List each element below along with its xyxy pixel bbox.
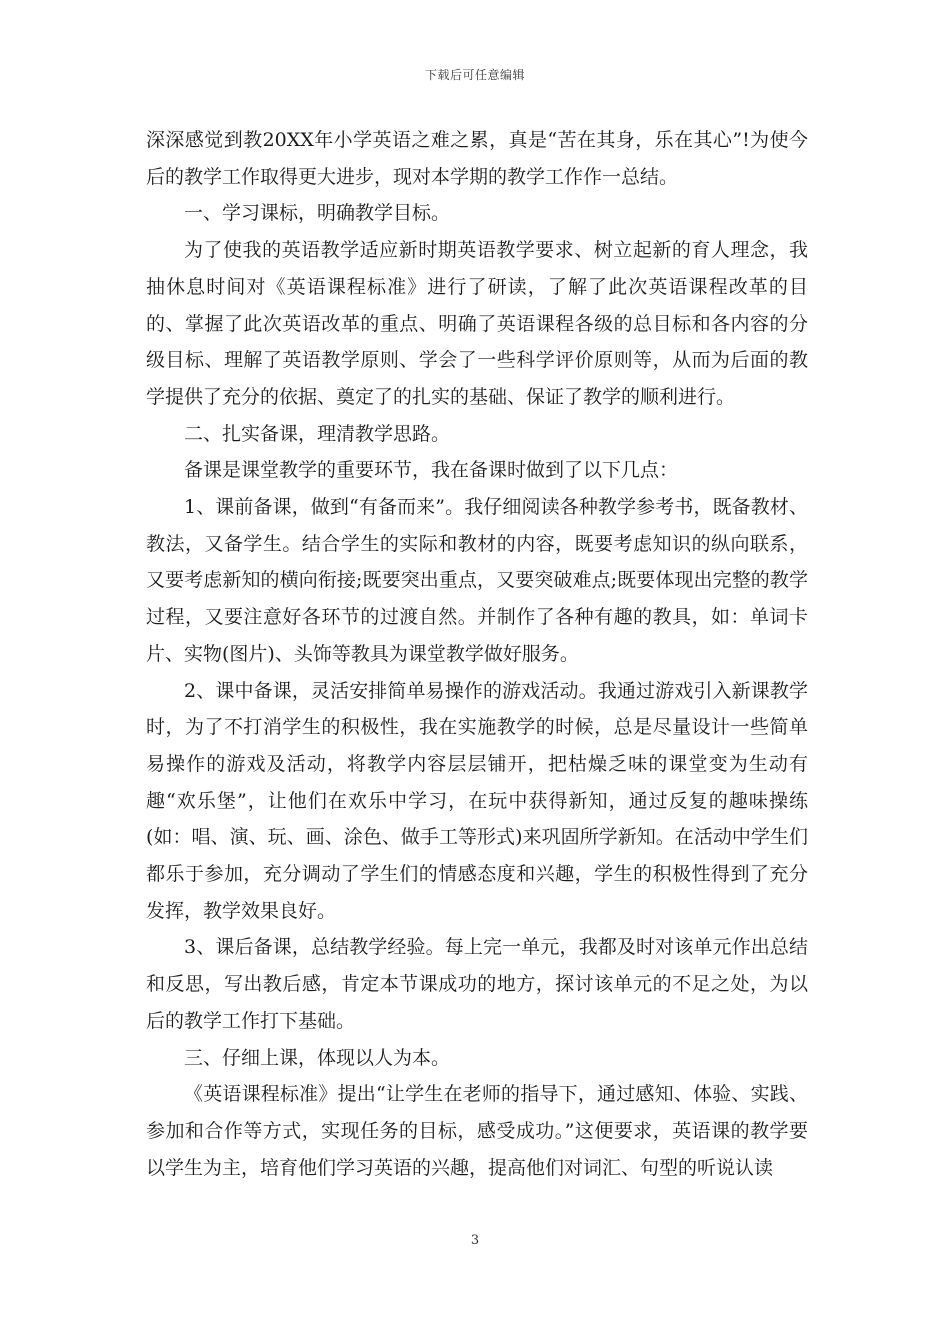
paragraph: 备课是课堂教学的重要环节，我在备课时做到了以下几点： (184, 459, 679, 482)
paragraph: 1、课前备课，做到“有备而来”。我仔细阅读各种教学参考书，既备教材、教法，又备学生。结合学生的实际和教材的内容，既要考虑知识的纵向联系，又要考虑新知的横向衔接;既要突出重点，又要突破难点;既要体现出完整的教学过程，又要注意好各环节的过渡自然。并制作了各种有趣的教具，如：单词卡片、实物(图片)、头饰等教具为课堂教学做好服务。 (146, 496, 808, 665)
document-body (146, 122, 808, 1186)
section-heading: 三、仔细上课，体现以人为本。 (184, 1046, 451, 1069)
page-header: 下载后可任意编辑 (424, 68, 525, 82)
section-heading: 二、扎实备课，理清教学思路。 (184, 422, 451, 445)
page-number: 3 (470, 1233, 480, 1248)
paragraph: 3、课后备课，总结教学经验。每上完一单元，我都及时对该单元作出总结和反思，写出教后感，肯定本节课成功的地方，探讨该单元的不足之处，为以后的教学工作打下基础。 (146, 936, 808, 1032)
paragraph: 为了使我的英语教学适应新时期英语教学要求、树立起新的育人理念，我抽休息时间对《英语课程标准》进行了研读，了解了此次英语课程改革的目的、掌握了此次英语改革的重点、明确了英语课程各级的总目标和各内容的分级目标、理解了英语教学原则、学会了一些科学评价原则等，从而为后面的教学提供了充分的依据、奠定了的扎实的基础、保证了教学的顺利进行。 (146, 239, 808, 408)
paragraph: 2、课中备课，灵活安排简单易操作的游戏活动。我通过游戏引入新课教学时，为了不打消学生的积极性，我在实施教学的时候，总是尽量设计一些简单易操作的游戏及活动，将教学内容层层铺开，把枯燥乏味的课堂变为生动有趣“欢乐堡”，让他们在欢乐中学习，在玩中获得新知，通过反复的趣味操练(如：唱、演、玩、画、涂色、做手工等形式)来巩固所学新知。在活动中学生们都乐于参加，充分调动了学生们的情感态度和兴趣，学生的积极性得到了充分发挥，教学效果良好。 (146, 679, 808, 922)
section-heading: 一、学习课标，明确教学目标。 (184, 202, 451, 225)
paragraph: 《英语课程标准》提出“让学生在老师的指导下，通过感知、体验、实践、参加和合作等方式，实现任务的目标，感受成功。”这便要求，英语课的教学要以学生为主，培育他们学习英语的兴趣，提高他们对词汇、句型的听说认读 (146, 1083, 808, 1179)
paragraph: 深深感觉到教20XX年小学英语之难之累，真是“苦在其身，乐在其心”!为使今后的教学工作取得更大进步，现对本学期的教学工作作一总结。 (146, 129, 808, 188)
